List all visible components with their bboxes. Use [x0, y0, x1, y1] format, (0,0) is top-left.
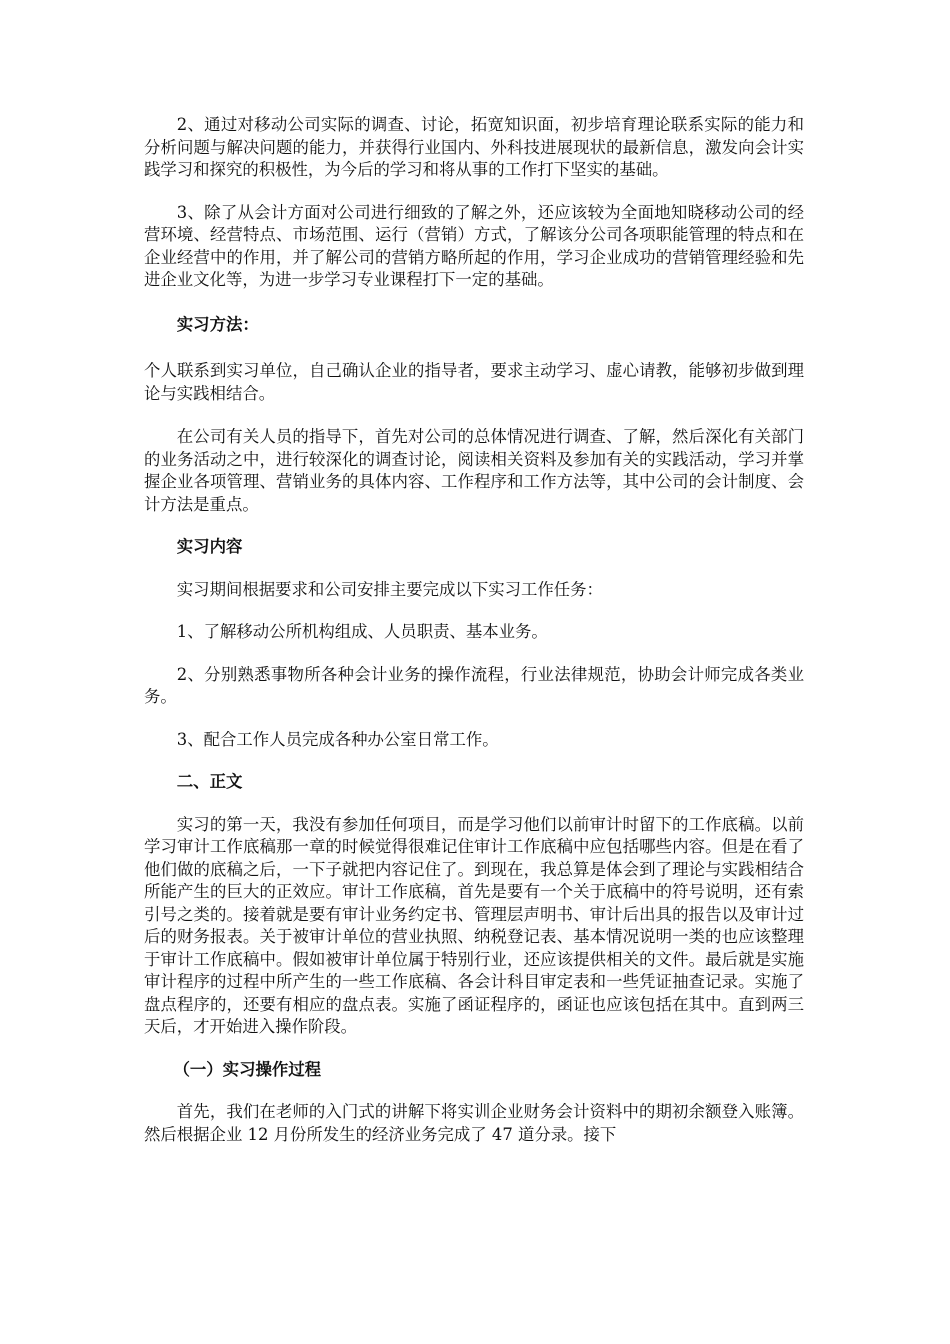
- heading-process: （一）实习操作过程: [173, 1059, 322, 1079]
- heading-main-body: 二、正文: [176, 772, 243, 791]
- document-page: [144, 114, 804, 1146]
- paragraph-task-3: 3、配合工作人员完成各种办公室日常工作。: [176, 729, 499, 749]
- heading-method: 实习方法：: [176, 314, 259, 334]
- paragraph-goal-3: 3、除了从会计方面对公司进行细致的了解之外，还应该较为全面地知晓移动公司的经营环境、经营特点、市场范围、运行（营销）方式，了解该分公司各项职能管理的特点和在企业经营中的作用，并了解公司的营销方略所起的作用，学习企业成功的营销管理经验和先进企业文化等，为进一步学习专业课程打下一定的基础。: [144, 202, 804, 289]
- paragraph-task-1: 1、了解移动公所机构组成、人员职责、基本业务。: [176, 622, 548, 641]
- paragraph-task-2: 2、分别熟悉事物所各种会计业务的操作流程，行业法律规范，协助会计师完成各类业务。: [144, 664, 804, 706]
- paragraph-goal-2: 2、通过对移动公司实际的调查、讨论，拓宽知识面，初步培育理论联系实际的能力和分析问题与解决问题的能力，并获得行业国内、外科技进展现状的最新信息，激发向会计实践学习和探究的积极性，为今后的学习和将从事的工作打下坚实的基础。: [144, 115, 804, 179]
- paragraph-first-day: 实习的第一天，我没有参加任何项目，而是学习他们以前审计时留下的工作底稿。以前学习审计工作底稿那一章的时候觉得很难记住审计工作底稿中应包括哪些内容。但是在看了他们做的底稿之后，一下子就把内容记住了。到现在，我总算是体会到了理论与实践相结合所能产生的巨大的正效应。审计工作底稿，首先是要有一个关于底稿中的符号说明，还有索引号之类的。接着就是要有审计业务约定书、管理层声明书、审计后出具的报告以及审计过后的财务报表。关于被审计单位的营业执照、纳税登记表、基本情况说明一类的也应该整理于审计工作底稿中。假如被审计单位属于特别行业，还应该提供相关的文件。最后就是实施审计程序的过程中所产生的一些工作底稿、各会计科目审定表和一些凭证抽查记录。实施了盘点程序的，还要有相应的盘点表。实施了函证程序的，函证也应该包括在其中。直到两三天后，才开始进入操作阶段。: [144, 814, 804, 1036]
- heading-content: 实习内容: [176, 537, 243, 556]
- paragraph-process-1: 首先，我们在老师的入门式的讲解下将实训企业财务会计资料中的期初余额登入账簿。然后根据企业 12 月份所发生的经济业务完成了 47 道分录。接下: [144, 1102, 804, 1144]
- paragraph-method-2: 在公司有关人员的指导下，首先对公司的总体情况进行调查、了解，然后深化有关部门的业务活动之中，进行较深化的调查讨论，阅读相关资料及参加有关的实践活动，学习并掌握企业各项管理、营销业务的具体内容、工作程序和工作方法等，其中公司的会计制度、会计方法是重点。: [144, 427, 804, 514]
- paragraph-method-1: 个人联系到实习单位，自己确认企业的指导者，要求主动学习、虚心请教，能够初步做到理论与实践相结合。: [144, 361, 804, 403]
- paragraph-content-intro: 实习期间根据要求和公司安排主要完成以下实习工作任务：: [176, 579, 603, 599]
